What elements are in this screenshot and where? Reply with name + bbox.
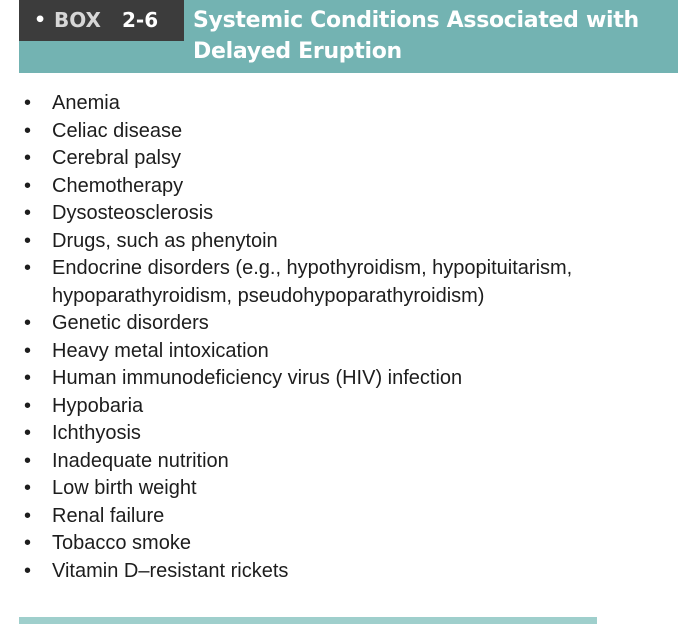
bullet-dot: • xyxy=(24,559,32,582)
list-item xyxy=(0,503,687,531)
box-label-number: 2-6 xyxy=(122,8,159,32)
box-label-bullet: • xyxy=(34,9,47,31)
list-item-text: Genetic disorders xyxy=(52,312,209,334)
list-item-text: Dysosteosclerosis xyxy=(52,202,214,224)
bullet-dot: • xyxy=(24,92,32,114)
list-item xyxy=(0,558,687,586)
list-item-text: Celiac disease xyxy=(52,119,183,142)
bullet-dot: • xyxy=(24,367,32,389)
bullet-dot: • xyxy=(24,119,32,142)
list-item xyxy=(0,420,687,448)
box-title-line-2: Delayed Eruption xyxy=(193,39,402,64)
list-item xyxy=(0,530,687,558)
bullet-dot: • xyxy=(24,174,32,197)
bullet-dot: • xyxy=(24,147,32,169)
bullet-dot: • xyxy=(24,202,32,224)
list-item-text: Drugs, such as phenytoin xyxy=(52,229,278,252)
list-item-text: Cerebral palsy xyxy=(52,147,181,169)
list-item-text: Renal failure xyxy=(52,504,165,527)
list-item-text: Vitamin D–resistant rickets xyxy=(52,559,289,582)
list-item-text: Low birth weight xyxy=(52,477,197,499)
conditions-list xyxy=(0,90,687,585)
list-item xyxy=(0,448,687,476)
box-footer-bar xyxy=(19,617,597,624)
list-item-text: Tobacco smoke xyxy=(52,532,191,554)
list-item-text: Endocrine disorders (e.g., hypothyroidism, hypopituitarism, hypoparathyroidism, pseudohypoparathyroidism) xyxy=(52,257,573,307)
list-item xyxy=(0,393,687,421)
box-label-word: BOX xyxy=(54,8,101,32)
list-item xyxy=(0,228,687,256)
list-item xyxy=(0,173,687,201)
bullet-dot: • xyxy=(24,394,32,417)
list-item-text: Ichthyosis xyxy=(52,422,141,444)
list-item xyxy=(0,118,687,146)
bullet-dot: • xyxy=(24,229,32,252)
box-label xyxy=(19,0,184,41)
bullet-dot: • xyxy=(24,339,32,362)
bullet-dot: • xyxy=(24,312,32,334)
list-item xyxy=(0,145,687,173)
list-item xyxy=(0,200,687,228)
list-item xyxy=(0,90,687,118)
list-item-text: Heavy metal intoxication xyxy=(52,339,269,362)
box-title-line-1: Systemic Conditions Associated with xyxy=(193,8,639,33)
list-item-text: Chemotherapy xyxy=(52,174,184,197)
list-item xyxy=(0,255,687,310)
list-item xyxy=(0,310,687,338)
bullet-dot: • xyxy=(24,449,32,472)
bullet-dot: • xyxy=(24,504,32,527)
list-item xyxy=(0,338,687,366)
box-title xyxy=(193,5,663,67)
list-item-text: Inadequate nutrition xyxy=(52,449,229,472)
bullet-dot: • xyxy=(24,532,32,554)
list-item-text: Hypobaria xyxy=(52,394,144,417)
list-item xyxy=(0,365,687,393)
bullet-dot: • xyxy=(24,257,32,279)
bullet-dot: • xyxy=(24,422,32,444)
list-item-text: Anemia xyxy=(52,92,120,114)
list-item-text: Human immunodeficiency virus (HIV) infection xyxy=(52,367,463,389)
list-item xyxy=(0,475,687,503)
bullet-dot: • xyxy=(24,477,32,499)
